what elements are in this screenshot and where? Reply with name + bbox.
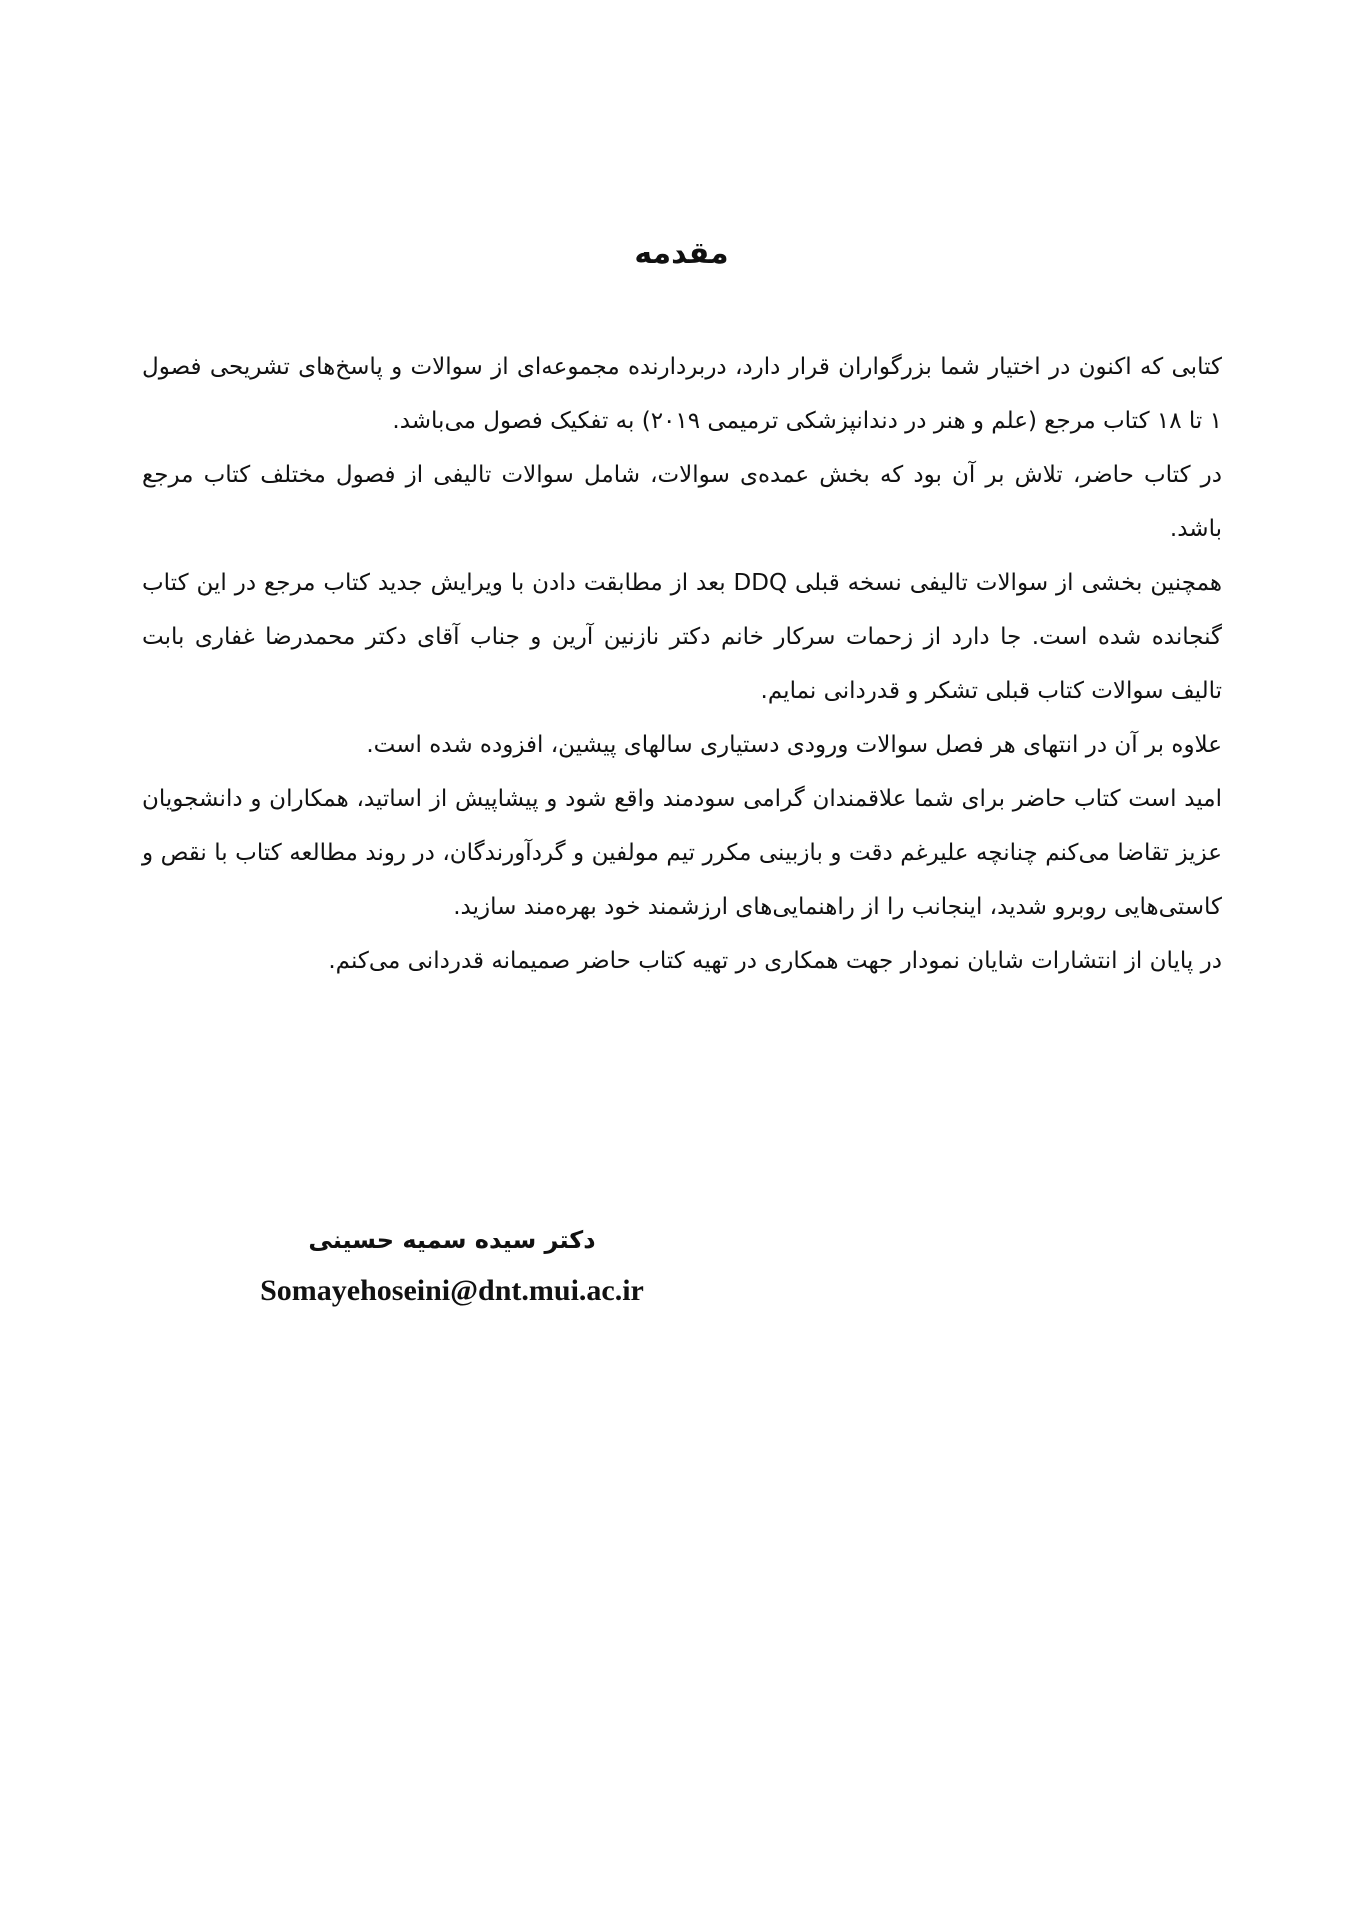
- page-title: مقدمه: [634, 236, 729, 272]
- paragraph-3: همچنین بخشی از سوالات تالیفی نسخه قبلی DDQ بعد از مطابقت دادن با ویرایش جدید کتاب مرجع در این کتاب گنجانده شده است. جا دارد از زحمات سرکار خانم دکتر نازنین آرین و جناب آقای دکتر محمدرضا غفاری بابت تالیف سوالات کتاب قبلی تشکر و قدردانی نمایم.: [142, 570, 1222, 704]
- paragraph-4: علاوه بر آن در انتهای هر فصل سوالات ورودی دستیاری سالهای پیشین، افزوده شده است.: [366, 732, 1222, 758]
- paragraph-2: در کتاب حاضر، تلاش بر آن بود که بخش عمده‌ی سوالات، شامل سوالات تالیفی از فصول مختلف کتاب مرجع باشد.: [142, 462, 1222, 542]
- signature-block: [232, 1218, 672, 1314]
- paragraph-5: امید است کتاب حاضر برای شما علاقمندان گرامی سودمند واقع شود و پیشاپیش از اساتید، همکاران و دانشجویان عزیز تقاضا می‌کنم چنانچه علیرغم دقت و بازبینی مکرر تیم مولفین و گردآورندگان، در روند مطالعه کتاب با نقص و کاستی‌هایی روبرو شدید، اینجانب را از راهنمایی‌های ارزشمند خود بهره‌مند سازید.: [142, 786, 1222, 920]
- introduction-body: [142, 340, 1222, 988]
- paragraph-6: در پایان از انتشارات شایان نمودار جهت همکاری در تهیه کتاب حاضر صمیمانه قدردانی می‌کنم.: [328, 948, 1222, 974]
- author-email: Somayehoseini@dnt.mui.ac.ir: [260, 1274, 644, 1307]
- paragraph-1: کتابی که اکنون در اختیار شما بزرگواران قرار دارد، دربردارنده مجموعه‌ای از سوالات و پاسخ‌های تشریحی فصول ۱ تا ۱۸ کتاب مرجع (علم و هنر در دندانپزشکی ترمیمی ۲۰۱۹) به تفکیک فصول می‌باشد.: [142, 354, 1222, 434]
- author-name: دکتر سیده سمیه حسینی: [308, 1226, 596, 1254]
